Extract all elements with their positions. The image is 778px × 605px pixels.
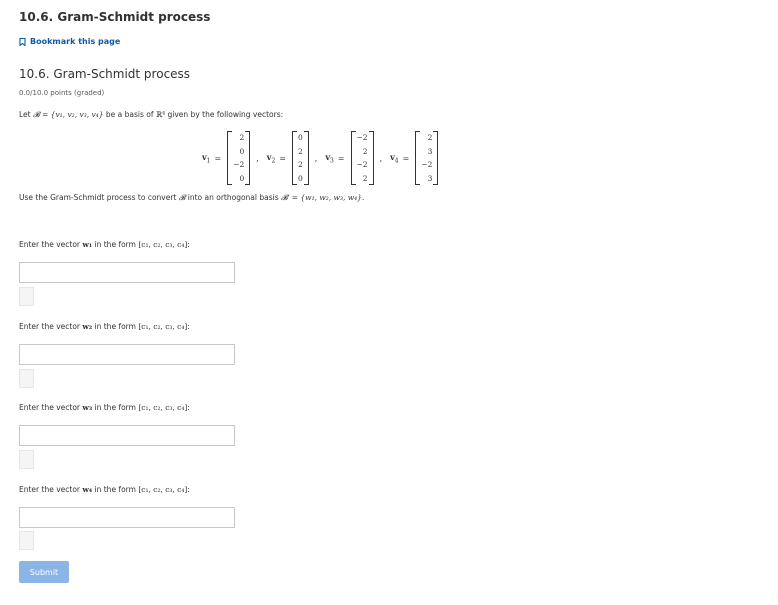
answer-input-w4[interactable] — [19, 507, 235, 528]
vector-name: w₁ — [82, 240, 93, 249]
vector-name: w₃ — [82, 403, 93, 412]
vector-name: w₄ — [82, 485, 93, 494]
orthogonal-basis-set: 𝓑′ = {w₁, w₂, w₃, w₄} — [281, 193, 362, 202]
intro-mid: be a basis of — [103, 110, 156, 119]
form-spec: [c₁, c₂, c₃, c₄] — [138, 322, 188, 331]
basis-symbol: 𝓑 — [178, 193, 186, 202]
points-label: 0.0/10.0 points (graded) — [19, 89, 105, 97]
status-indicator — [19, 287, 34, 306]
basis-set: 𝓑 = {v₁, v₂, v₃, v₄} — [33, 110, 104, 119]
prompt-w2: Enter the vector w₂ in the form [c₁, c₂, c₃, c₄]: — [19, 322, 190, 331]
bookmark-button[interactable] — [19, 37, 120, 46]
bookmark-icon — [19, 38, 26, 46]
bookmark-label: Bookmark this page — [30, 37, 121, 46]
form-spec: [c₁, c₂, c₃, c₄] — [138, 485, 188, 494]
vector-label: $v_1$ — [202, 151, 211, 165]
vector-matrix-v2: 0 2 2 0 — [292, 131, 309, 185]
page-title: 10.6. Gram-Schmidt process — [19, 10, 211, 24]
vector-label: $v_4$ — [390, 151, 399, 165]
vector-matrix-v4: 2 3 −2 3 — [415, 131, 438, 185]
vector-name: w₂ — [82, 322, 93, 331]
vector-space: ℝ⁴ — [155, 110, 166, 119]
prompt-w1: Enter the vector w₁ in the form [c₁, c₂, c₃, c₄]: — [19, 240, 190, 249]
answer-input-w3[interactable] — [19, 425, 235, 446]
vector-matrix-v1: 2 0 −2 0 — [227, 131, 250, 185]
vector-label: $v_2$ — [266, 151, 276, 165]
answer-input-w1[interactable] — [19, 262, 235, 283]
instruction-text: Use the Gram-Schmidt process to convert 𝓑 into an orthogonal basis 𝓑′ = {w₁, w₂, w₃, w₄}. — [19, 193, 365, 202]
prompt-w3: Enter the vector w₃ in the form [c₁, c₂, c₃, c₄]: — [19, 403, 190, 412]
vector-label: $v_3$ — [325, 151, 334, 165]
problem-intro — [19, 110, 283, 120]
status-indicator — [19, 450, 34, 469]
form-spec: [c₁, c₂, c₃, c₄] — [138, 403, 188, 412]
form-spec: [c₁, c₂, c₃, c₄] — [138, 240, 188, 249]
submit-button[interactable]: Submit — [19, 561, 69, 583]
answer-input-w2[interactable] — [19, 344, 235, 365]
prompt-w4: Enter the vector w₄ in the form [c₁, c₂, c₃, c₄]: — [19, 485, 190, 494]
status-indicator — [19, 369, 34, 388]
status-indicator — [19, 531, 34, 550]
vector-list: $v_1$ = 2 0 −2 0 , $v_2$ = 0 2 2 0 , $v_3$ = −2 2 −2 2 , $v_4$ = 2 3 −2 3 — [202, 130, 438, 186]
problem-title: 10.6. Gram-Schmidt process — [19, 67, 191, 81]
intro-prefix: Let — [19, 110, 33, 119]
intro-suffix: given by the following vectors: — [165, 110, 284, 119]
vector-matrix-v3: −2 2 −2 2 — [351, 131, 374, 185]
